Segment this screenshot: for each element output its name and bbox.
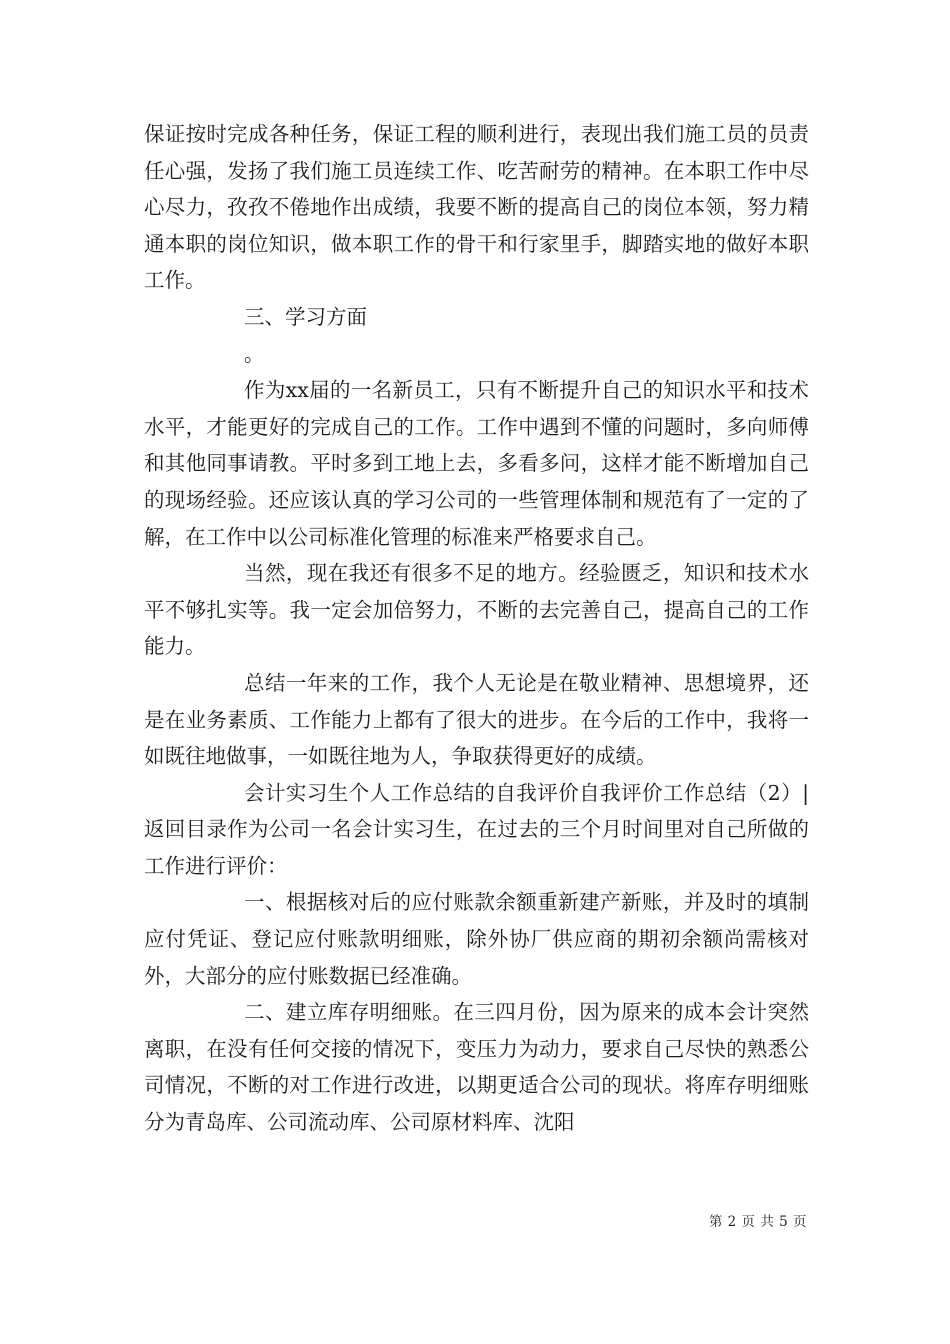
paragraph-period: 。 (244, 341, 265, 366)
section-heading-study: 三、学习方面 (244, 304, 367, 329)
page-number: 第 2 页 共 5 页 (708, 1214, 807, 1230)
paragraph-shortcomings: 当然，现在我还有很多不足的地方。经验匮乏，知识和技术水平不够扎实等。我一定会加倍努力，不断的去完善自己，提高自己的工作能力。 (144, 561, 809, 659)
paragraph-item-one: 一、根据核对后的应付账款余额重新建产新账，并及时的填制应付凭证、登记应付账款明细账，除外协厂供应商的期初余额尚需核对外，大部分的应付账数据已经准确。 (144, 890, 809, 988)
paragraph-1: 保证按时完成各种任务，保证工程的顺利进行，表现出我们施工员的员责任心强，发扬了我们施工员连续工作、吃苦耐劳的精神。在本职工作中尽心尽力，孜孜不倦地作出成绩，我要不断的提高自己的岗位本领，努力精通本职的岗位知识，做本职工作的骨干和行家里手，脚踏实地的做好本职工作。 (144, 122, 809, 293)
paragraph-summary: 总结一年来的工作，我个人无论是在敬业精神、思想境界，还是在业务素质、工作能力上都有了很大的进步。在今后的工作中，我将一如既往地做事，一如既往地为人，争取获得更好的成绩。 (144, 670, 809, 769)
paragraph-item-two: 二、建立库存明细账。在三四月份，因为原来的成本会计突然离职，在没有任何交接的情况下，变压力为动力，要求自己尽快的熟悉公司情况，不断的对工作进行改进，以期更适合公司的现状。将库存明细账分为青岛库、公司流动库、公司原材料库、沈阳 (144, 1000, 809, 1135)
document-body (144, 116, 809, 1141)
paragraph-new-employee: 作为xx届的一名新员工，只有不断提升自己的知识水平和技术水平，才能更好的完成自己的工作。工作中遇到不懂的问题时，多向师傅和其他同事请教。平时多到工地上去，多看多问，这样才能不断增加自己的现场经验。还应该认真的学习公司的一些管理体制和规范有了一定的了解，在工作中以公司标准化管理的标准来严格要求自己。 (144, 378, 809, 549)
paragraph-accounting-intro: 会计实习生个人工作总结的自我评价自我评价工作总结（2）|返回目录作为公司一名会计实习生，在过去的三个月时间里对自己所做的工作进行评价： (144, 780, 809, 878)
